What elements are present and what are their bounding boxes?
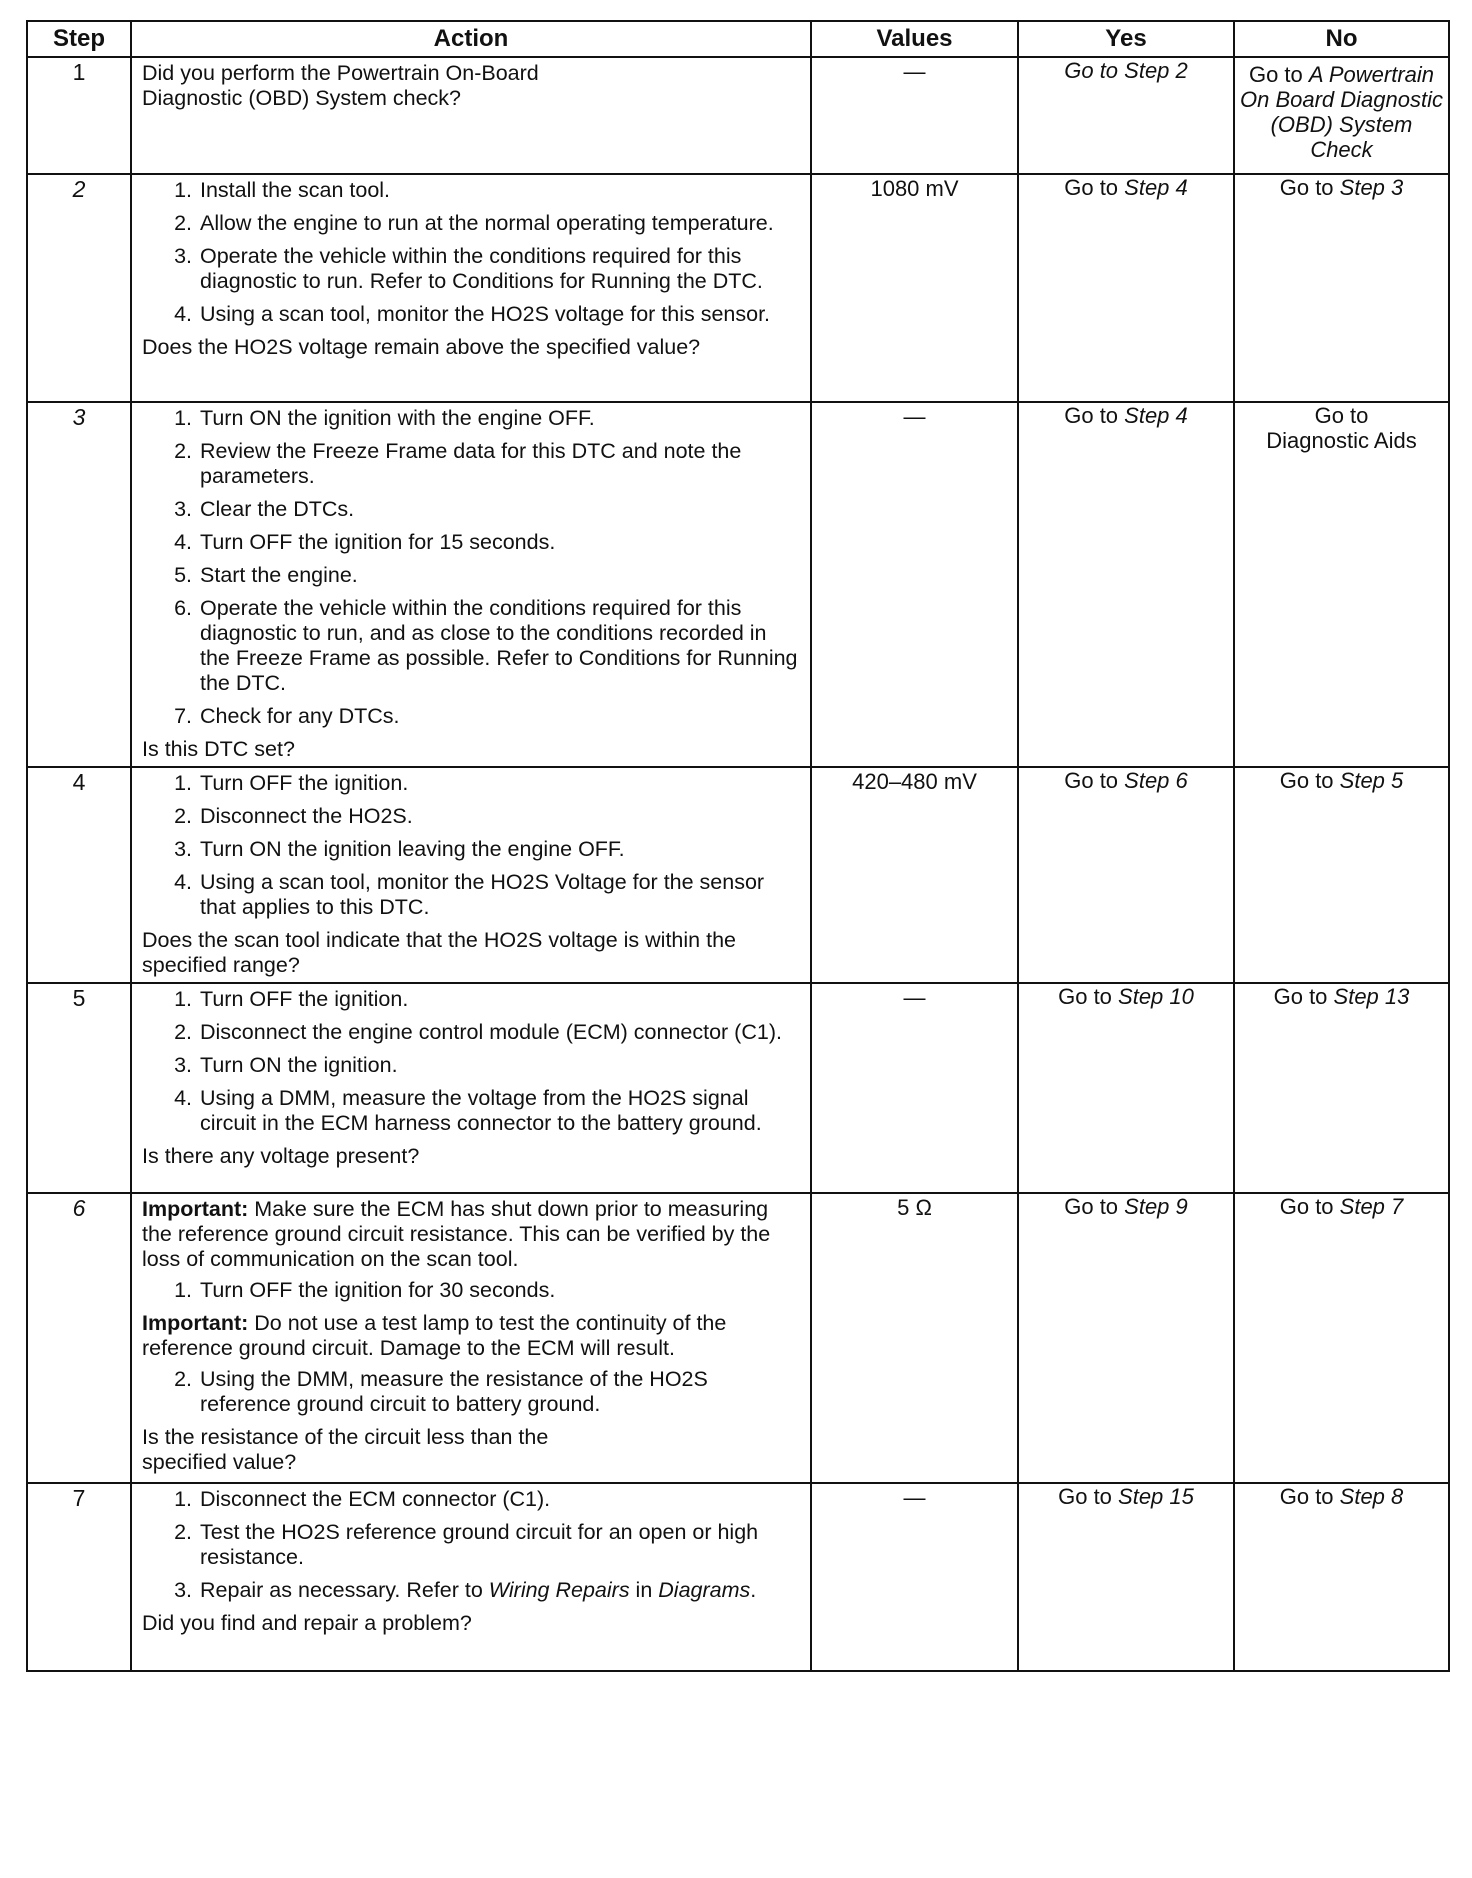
action-cell [131, 1483, 811, 1671]
sub-step-list [142, 987, 802, 1136]
action-cell [131, 174, 811, 402]
list-item: 1. Install the scan tool. [174, 178, 391, 202]
step-number: 1 [27, 57, 131, 174]
question-text: Does the HO2S voltage remain above the specified value? [142, 335, 701, 359]
no-target: Step 7 [1339, 1194, 1404, 1219]
no-cell: Go to Diagnostic Aids [1234, 402, 1449, 767]
question-text: Does the scan tool indicate that the HO2S voltage is within the specified range? [142, 928, 736, 977]
list-item: 2. Using the DMM, measure the resistance of the HO2S reference ground circuit to battery ground. [174, 1367, 708, 1416]
list-item: 5. Start the engine. [174, 563, 358, 587]
no-cell [1234, 57, 1449, 174]
question-text: Is this DTC set? [142, 737, 295, 761]
yes-cell: Go to Step 4 [1018, 402, 1234, 767]
value-cell: 1080 mV [811, 174, 1018, 402]
yes-cell [1018, 57, 1234, 174]
list-item: 1. Disconnect the ECM connector (C1). [174, 1487, 551, 1511]
header-yes: Yes [1018, 21, 1234, 57]
question-text: Did you perform the Powertrain On-Board Diagnostic (OBD) System check? [142, 61, 539, 110]
step-number: 7 [27, 1483, 131, 1671]
important-note: Important: Make sure the ECM has shut down prior to measuring the reference ground circuit resistance. This can be verified by the loss of communication on the scan tool. [142, 1197, 771, 1271]
list-item: 2. Review the Freeze Frame data for this DTC and note the parameters. [174, 439, 742, 488]
list-item: 1. Turn OFF the ignition for 30 seconds. [174, 1278, 556, 1302]
sub-step-list [142, 1367, 802, 1417]
no-cell: Go to Step 8 [1234, 1483, 1449, 1671]
yes-target: Step 15 [1118, 1484, 1194, 1509]
yes-target: Step 9 [1124, 1194, 1188, 1219]
no-target: Step 8 [1339, 1484, 1404, 1509]
sub-step-list [142, 178, 802, 327]
no-prefix: Go to [1248, 62, 1303, 87]
list-item: 4. Using a scan tool, monitor the HO2S Voltage for the sensor that applies to this DTC. [174, 870, 765, 919]
list-item: 4. Using a scan tool, monitor the HO2S voltage for this sensor. [174, 302, 771, 326]
step-number: 5 [27, 983, 131, 1193]
yes-target: Step 10 [1118, 984, 1194, 1009]
diagnostic-table [26, 20, 1450, 1672]
list-item: 2. Disconnect the HO2S. [174, 804, 413, 828]
no-cell: Go to Step 13 [1234, 983, 1449, 1193]
list-item: 2. Allow the engine to run at the normal operating temperature. [174, 211, 774, 235]
no-target: Diagnostic Aids [1266, 428, 1417, 453]
value-cell: — [811, 402, 1018, 767]
step-number: 6 [27, 1193, 131, 1483]
step-number: 4 [27, 767, 131, 983]
list-item: 2. Test the HO2S reference ground circuit for an open or high resistance. [174, 1520, 759, 1569]
sub-step-list [142, 1487, 802, 1603]
header-values: Values [811, 21, 1018, 57]
table-row-step-7 [27, 1483, 1449, 1671]
list-item: 3. Clear the DTCs. [174, 497, 355, 521]
no-target: Step 13 [1333, 984, 1410, 1009]
value-cell: 5 Ω [811, 1193, 1018, 1483]
list-item: 3. Operate the vehicle within the conditions required for this diagnostic to run. Refer to Conditions for Running the DTC. [174, 244, 763, 293]
table-row-step-2 [27, 174, 1449, 402]
yes-target: Step 4 [1124, 403, 1188, 428]
list-item: 1. Turn OFF the ignition. [174, 987, 409, 1011]
table-row-step-4 [27, 767, 1449, 983]
list-item: 4. Using a DMM, measure the voltage from the HO2S signal circuit in the ECM harness connector to the battery ground. [174, 1086, 762, 1135]
yes-target: Go to Step 2 [1064, 58, 1188, 83]
no-cell: Go to Step 3 [1234, 174, 1449, 402]
table-row-step-1 [27, 57, 1449, 174]
list-item: 6. Operate the vehicle within the conditions required for this diagnostic to run, and as close to the conditions recorded in the Freeze Frame as possible. Refer to Conditions for Running the DTC. [174, 596, 798, 695]
sub-step-list [142, 406, 802, 729]
header-row [27, 21, 1449, 57]
list-item: 2. Disconnect the engine control module (ECM) connector (C1). [174, 1020, 782, 1044]
question-text: Did you find and repair a problem? [142, 1611, 472, 1635]
list-item: 4. Turn OFF the ignition for 15 seconds. [174, 530, 556, 554]
table-row-step-6 [27, 1193, 1449, 1483]
value-cell: — [811, 983, 1018, 1193]
action-cell [131, 402, 811, 767]
sub-step-list [142, 1278, 802, 1303]
yes-cell: Go to Step 15 [1018, 1483, 1234, 1671]
step-number: 3 [27, 402, 131, 767]
action-cell [131, 983, 811, 1193]
value-cell: 420–480 mV [811, 767, 1018, 983]
table-row-step-5 [27, 983, 1449, 1193]
no-cell: Go to Step 7 [1234, 1193, 1449, 1483]
value-cell: — [811, 1483, 1018, 1671]
no-target: A Powertrain On Board Diagnostic (OBD) System Check [1240, 62, 1443, 162]
header-no: No [1234, 21, 1449, 57]
yes-cell: Go to Step 9 [1018, 1193, 1234, 1483]
no-target: Step 3 [1339, 175, 1404, 200]
action-cell [131, 1193, 811, 1483]
header-action: Action [131, 21, 811, 57]
yes-cell: Go to Step 4 [1018, 174, 1234, 402]
table-row-step-3 [27, 402, 1449, 767]
question-text: Is the resistance of the circuit less than the specified value? [142, 1425, 549, 1474]
list-item: 1. Turn ON the ignition with the engine OFF. [174, 406, 595, 430]
action-cell [131, 767, 811, 983]
no-target: Step 5 [1339, 768, 1404, 793]
step-number: 2 [27, 174, 131, 402]
important-note: Important: Do not use a test lamp to test the continuity of the reference ground circuit. Damage to the ECM will result. [142, 1311, 727, 1360]
yes-cell: Go to Step 6 [1018, 767, 1234, 983]
action-cell [131, 57, 811, 174]
list-item: 3. Turn ON the ignition leaving the engine OFF. [174, 837, 625, 861]
yes-target: Step 4 [1124, 175, 1188, 200]
no-cell: Go to Step 5 [1234, 767, 1449, 983]
yes-target: Step 6 [1124, 768, 1188, 793]
list-item: 3. Repair as necessary. Refer to Wiring Repairs in Diagrams. [174, 1578, 757, 1602]
sub-step-list [142, 771, 802, 920]
list-item: 3. Turn ON the ignition. [174, 1053, 398, 1077]
yes-cell: Go to Step 10 [1018, 983, 1234, 1193]
list-item: 1. Turn OFF the ignition. [174, 771, 409, 795]
question-text: Is there any voltage present? [142, 1144, 420, 1168]
value-cell: — [811, 57, 1018, 174]
header-step: Step [27, 21, 131, 57]
list-item: 7. Check for any DTCs. [174, 704, 400, 728]
